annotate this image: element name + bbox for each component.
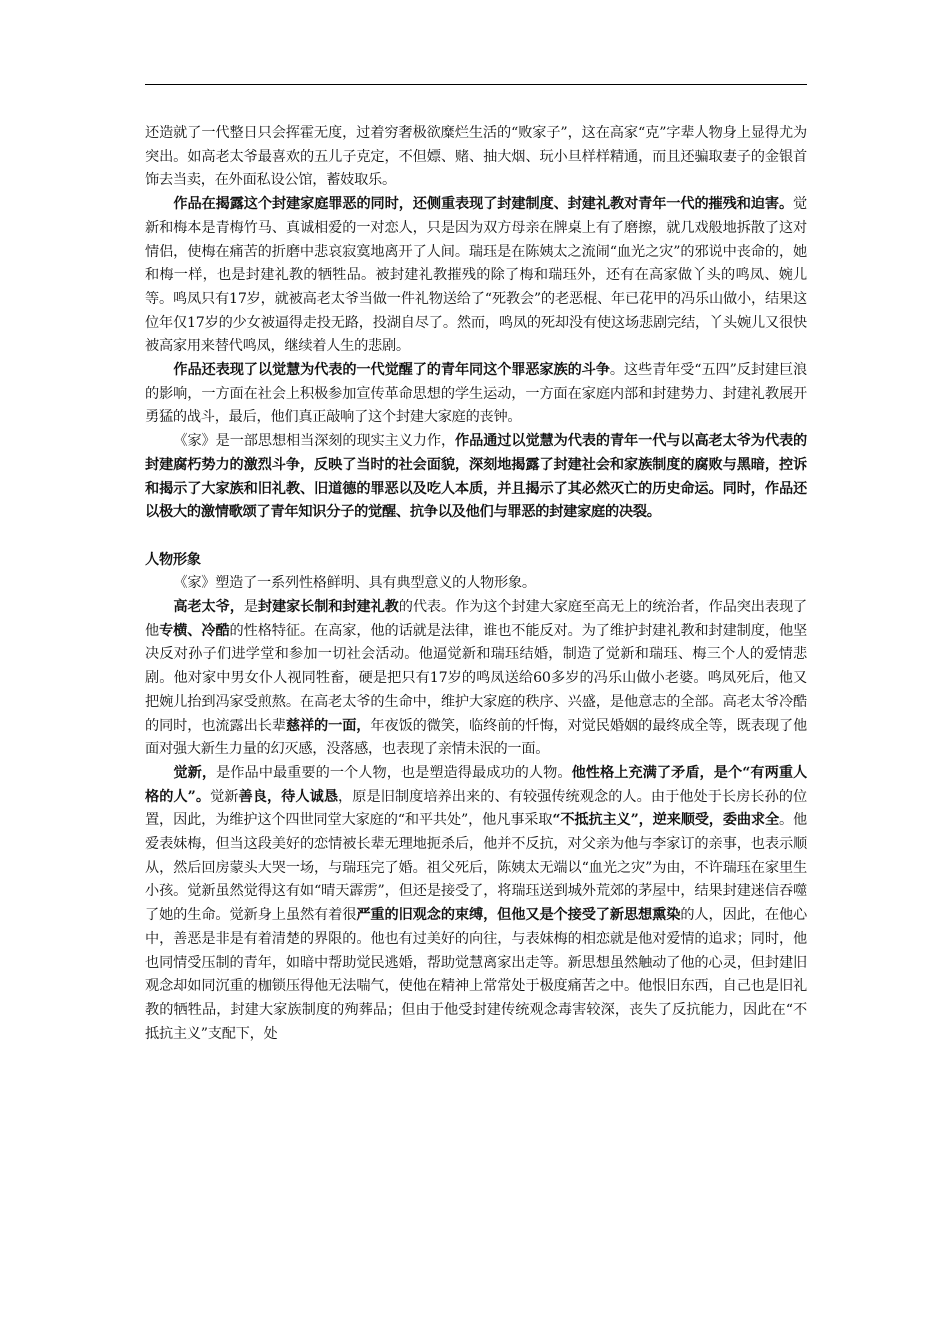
paragraph-4-bold: 作品通过以觉慧为代表的青年一代与以高老太爷为代表的封建腐朽势力的激烈斗争，反映了当时的社会面貌，深刻地揭露了封建社会和家族制度的腐败与黑暗，控诉和揭示了大家族和旧礼教、旧道德的罪恶以及吃人本质，并且揭示了其必然灭亡的历史命运。同时，作品还以极大的激情歌颂了青年知识分子的觉醒、抗争以及他们与罪恶的封建家庭的决裂。 <box>145 433 807 521</box>
paragraph-3-text: 。这些青年受“五四”反封建巨浪的影响，一方面在社会上积极参加宣传革命思想的学生运动，一方面在家庭内部和封建势力、封建礼教展开勇猛的战斗，最后，他们真正敲响了这个封建大家庭的丧钟。 <box>145 362 807 426</box>
header-rule <box>145 84 807 85</box>
paragraph-gap <box>145 525 807 549</box>
p6-text-1: 是 <box>243 599 258 616</box>
p7-text-3: ，原是旧制度培养出来的、有较强传统观念的人。由于他处于长房长孙的位置，因此，为维护这个四世同堂大家庭的“和平共处”，他凡事采取 <box>145 788 807 829</box>
paragraph-3-bold: 作品还表现了以觉慧为代表的一代觉醒了的青年同这个罪恶家族的斗争 <box>173 362 610 379</box>
paragraph-6 <box>145 596 807 762</box>
p7-text-1: 是作品中最重要的一个人物，也是塑造得最成功的人物。 <box>216 764 572 781</box>
paragraph-4-text: 《家》是一部思想相当深刻的现实主义力作， <box>173 433 456 450</box>
p6-bold-1: 高老太爷， <box>173 599 244 616</box>
p7-text-5: 的人，因此，在他心中，善恶是非是有着清楚的界限的。他也有过美好的向往，与表妹梅的相恋就是他对爱情的追求；同时，他也同情受压制的青年，如暗中帮助觉民逃婚，帮助觉慧离家出走等。新思想虽然触动了他的心灵，但封建旧观念却如同沉重的枷锁压得他无法喘气，使他在精神上常常处于极度痛苦之中。他恨旧东西，自己也是旧礼教的牺牲品，封建大家族制度的殉葬品；但由于他受封建传统观念毒害较深，丧失了反抗能力，因此在“不抵抗主义”支配下，处 <box>145 907 807 1042</box>
p7-bold-4: “不抵抗主义”，逆来顺受，委曲求全 <box>552 812 779 829</box>
paragraph-1: 还造就了一代整日只会挥霍无度，过着穷奢极欲糜烂生活的“败家子”，这在高家“克”字辈人物身上显得尤为突出。如高老太爷最喜欢的五儿子克定，不但嫖、赌、抽大烟、玩小旦样样精通，而且还骗取妻子的金银首饰去当卖，在外面私设公馆，蓄妓取乐。 <box>145 125 807 189</box>
document-body <box>145 122 807 1046</box>
paragraph-7 <box>145 762 807 1046</box>
p7-bold-2: 他性格上充满了矛盾，是个“有两重人格的人”。 <box>145 764 807 805</box>
paragraph-4 <box>145 430 807 525</box>
p6-bold-3: 专横、冷酷 <box>159 622 230 639</box>
p7-bold-3: 善良，待人诚恳 <box>238 788 339 805</box>
p6-text-4: 年夜饭的微笑，临终前的忏悔，对觉民婚姻的最终成全等，既表现了他面对强大新生力量的幻灭感，没落感，也表现了亲情未泯的一面。 <box>145 717 807 758</box>
section-heading: 人物形象 <box>145 551 201 568</box>
p6-text-3: 的性格特征。在高家，他的话就是法律，谁也不能反对。为了维护封建礼教和封建制度，他坚决反对孙子们进学堂和参加一切社会活动。他逼觉新和瑞珏结婚，制造了觉新和瑞珏、梅三个人的爱情悲剧。他对家中男女仆人视同牲畜，硬是把只有17岁的鸣凤送给60多岁的冯乐山做小老婆。鸣凤死后，他又把婉儿抬到冯家受煎熬。在高老太爷的生命中，维护大家庭的秩序、兴盛，是他意志的全部。高老太爷冷酷的同时，也流露出长辈 <box>145 622 807 734</box>
paragraph-2-bold: 作品在揭露这个封建家庭罪恶的同时，还侧重表现了封建制度、封建礼教对青年一代的摧残和迫害。 <box>173 196 794 213</box>
p7-bold-1: 觉新， <box>173 764 217 781</box>
paragraph-5: 《家》塑造了一系列性格鲜明、具有典型意义的人物形象。 <box>173 575 536 592</box>
p7-text-2: 觉新 <box>210 788 239 805</box>
p6-text-2: 的代表。作为这个封建大家庭至高无上的统治者，作品突出表现了他 <box>145 599 807 639</box>
p7-text-4: 。他爱表妹梅，但当这段美好的恋情被长辈无理地扼杀后，他并不反抗，对父亲为他与李家订的亲事，也表示顺从，然后回房蒙头大哭一场，与瑞珏完了婚。祖父死后，陈姨太无端以“血光之灾”为由，不许瑞珏在家里生小孩。觉新虽然觉得这有如“晴天霹雳”，但还是接受了，将瑞珏送到城外荒郊的茅屋中，结果封建迷信吞噬了她的生命。觉新身上虽然有着很 <box>145 812 807 924</box>
paragraph-2 <box>145 193 807 359</box>
p6-bold-2: 封建家长制和封建礼教 <box>257 599 399 616</box>
p6-bold-4: 慈祥的一面， <box>285 717 371 734</box>
paragraph-3 <box>145 359 807 430</box>
paragraph-2-text: 觉新和梅本是青梅竹马、真诚相爱的一对恋人，只是因为双方母亲在牌桌上有了磨擦，就几戏般地拆散了这对情侣，使梅在痛苦的折磨中悲哀寂寞地离开了人间。瑞珏是在陈姨太之流闹“血光之灾”的邪说中丧命的，她和梅一样，也是封建礼教的牺牲品。被封建礼教摧残的除了梅和瑞珏外，还有在高家做丫头的鸣凤、婉儿等。鸣凤只有17岁，就被高老太爷当做一件礼物送给了“死教会”的老恶棍、年已花甲的冯乐山做小，结果这位年仅17岁的少女被逼得走投无路，投湖自尽了。然而，鸣凤的死却没有使这场悲剧完结，丫头婉儿又很快被高家用来替代鸣凤，继续着人生的悲剧。 <box>145 196 807 355</box>
p7-bold-5: 严重的旧观念的束缚，但他又是个接受了新思想熏染 <box>356 907 681 924</box>
